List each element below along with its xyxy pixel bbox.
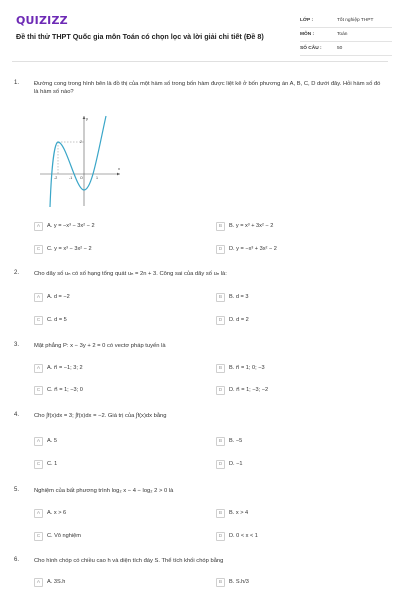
- option-letter-box: D: [216, 316, 225, 325]
- option-text: B. y = x³ + 3x² − 2: [229, 223, 274, 229]
- option-5a[interactable]: [34, 508, 66, 518]
- quizizz-logo: QUIZIZZ: [16, 14, 68, 27]
- option-3a[interactable]: [34, 363, 83, 373]
- option-4d[interactable]: [216, 459, 243, 469]
- option-letter-box: C: [34, 245, 43, 254]
- option-letter-box: C: [34, 532, 43, 541]
- option-letter-box: B: [216, 364, 225, 373]
- option-text: B. −5: [229, 438, 243, 444]
- option-text: C. d = 5: [47, 317, 67, 323]
- meta-label: MÔN :: [300, 32, 315, 37]
- option-text: D. −1: [229, 461, 243, 467]
- option-letter-box: B: [216, 437, 225, 446]
- option-6a[interactable]: [34, 577, 65, 587]
- option-text: B. d = 3: [229, 294, 249, 300]
- option-letter-box: B: [216, 293, 225, 302]
- x-axis-arrow: [117, 173, 120, 176]
- option-text: D. d = 2: [229, 317, 249, 323]
- option-text: B. x > 4: [229, 510, 249, 516]
- function-graph: [36, 112, 122, 208]
- option-letter-box: A: [34, 364, 43, 373]
- option-text: D. 0 < x < 1: [229, 533, 258, 539]
- question-text: Cho dãy số uₙ có số hạng tổng quát uₙ = 2n + 3. Công sai của dãy số uₙ là:: [34, 271, 227, 277]
- option-text: A. n⃗ = −1; 3; 2: [47, 365, 83, 371]
- option-3b[interactable]: [216, 363, 265, 373]
- option-1d[interactable]: [216, 244, 277, 254]
- option-letter-box: A: [34, 437, 43, 446]
- option-5d[interactable]: [216, 531, 258, 541]
- option-2c[interactable]: [34, 315, 67, 325]
- option-letter-box: D: [216, 386, 225, 395]
- option-text: C. 1: [47, 461, 58, 467]
- meta-row-grade: [300, 14, 392, 28]
- header-divider: [12, 61, 388, 62]
- option-1a[interactable]: [34, 221, 95, 231]
- y-axis-arrow: [83, 116, 86, 119]
- option-text: A. d = −2: [47, 294, 70, 300]
- option-2b[interactable]: [216, 292, 248, 302]
- page-title: Đề thi thử THPT Quốc gia môn Toán có chọn lọc và lời giải chi tiết (Đề 8): [16, 32, 264, 41]
- x-tick-label: 1: [96, 176, 98, 180]
- question-number: 1.: [14, 80, 20, 86]
- option-letter-box: A: [34, 509, 43, 518]
- option-letter-box: A: [34, 578, 43, 587]
- option-letter-box: C: [34, 386, 43, 395]
- function-curve: [50, 116, 106, 207]
- option-2a[interactable]: [34, 292, 70, 302]
- option-text: A. 3S.h: [47, 579, 66, 585]
- y-tick-label: 2: [80, 140, 82, 144]
- question-number: 2.: [14, 270, 20, 276]
- question-number: 3.: [14, 342, 20, 348]
- option-text: A. 5: [47, 438, 57, 444]
- x-tick-label: O: [80, 176, 83, 180]
- meta-table: [300, 14, 392, 56]
- option-4b[interactable]: [216, 436, 242, 446]
- meta-value: 50: [337, 46, 343, 51]
- option-5b[interactable]: [216, 508, 248, 518]
- question-text: Mặt phẳng P: x − 3y + 2 = 0 có vectơ pháp tuyến là: [34, 343, 166, 349]
- option-3c[interactable]: [34, 385, 83, 395]
- option-text: A. y = −x³ − 3x² − 2: [47, 223, 95, 229]
- option-letter-box: D: [216, 460, 225, 469]
- option-3d[interactable]: [216, 385, 268, 395]
- question-text: Nghiệm của bất phương trình log₂ x − 4 − log₂ 2 > 0 là: [34, 488, 174, 494]
- option-letter-box: A: [34, 222, 43, 231]
- question-text: Cho ∫f(x)dx = 3; ∫f(x)dx = −2. Giá trị của ∫f(x)dx bằng: [34, 413, 167, 419]
- meta-label: SỐ CÂU :: [300, 46, 322, 51]
- question-number: 6.: [14, 557, 20, 563]
- x-axis-label: x: [118, 166, 120, 171]
- option-letter-box: D: [216, 245, 225, 254]
- option-text: D. y = −x³ + 3x² − 2: [229, 246, 277, 252]
- meta-label: LỚP :: [300, 18, 314, 23]
- question-number: 5.: [14, 487, 20, 493]
- y-axis-label: y: [86, 116, 88, 121]
- option-1b[interactable]: [216, 221, 273, 231]
- option-letter-box: C: [34, 460, 43, 469]
- option-text: C. y = x³ − 3x² − 2: [47, 246, 92, 252]
- option-text: C. n⃗ = 1; −3; 0: [47, 387, 83, 393]
- option-letter-box: B: [216, 222, 225, 231]
- option-4a[interactable]: [34, 436, 57, 446]
- option-letter-box: D: [216, 532, 225, 541]
- question-text: Cho hình chóp có chiều cao h và diện tích đáy S. Thể tích khối chóp bằng: [34, 558, 224, 564]
- x-tick-label: -2: [54, 176, 58, 180]
- option-text: B. n⃗ = 1; 0; −3: [229, 365, 265, 371]
- meta-value: Toán: [337, 32, 348, 37]
- option-6b[interactable]: [216, 577, 249, 587]
- meta-row-count: [300, 42, 392, 56]
- question-number: 4.: [14, 412, 20, 418]
- option-letter-box: A: [34, 293, 43, 302]
- meta-row-subject: [300, 28, 392, 42]
- option-text: D. n⃗ = 1; −3; −2: [229, 387, 269, 393]
- meta-value: Tốt nghiệp THPT: [337, 18, 374, 23]
- question-text: Đường cong trong hình bên là đồ thị của một hàm số trong bốn hàm được liệt kê ở bốn phương án A, B, C, D dưới đây. Hỏi hàm số đó là hàm số nào?: [34, 81, 381, 95]
- option-4c[interactable]: [34, 459, 57, 469]
- option-letter-box: C: [34, 316, 43, 325]
- option-text: B. S.h/3: [229, 579, 249, 585]
- option-2d[interactable]: [216, 315, 249, 325]
- x-tick-label: -1: [69, 176, 73, 180]
- option-5c[interactable]: [34, 531, 81, 541]
- option-1c[interactable]: [34, 244, 92, 254]
- option-text: A. x > 6: [47, 510, 67, 516]
- option-letter-box: B: [216, 509, 225, 518]
- option-text: C. Vô nghiệm: [47, 533, 81, 539]
- option-letter-box: B: [216, 578, 225, 587]
